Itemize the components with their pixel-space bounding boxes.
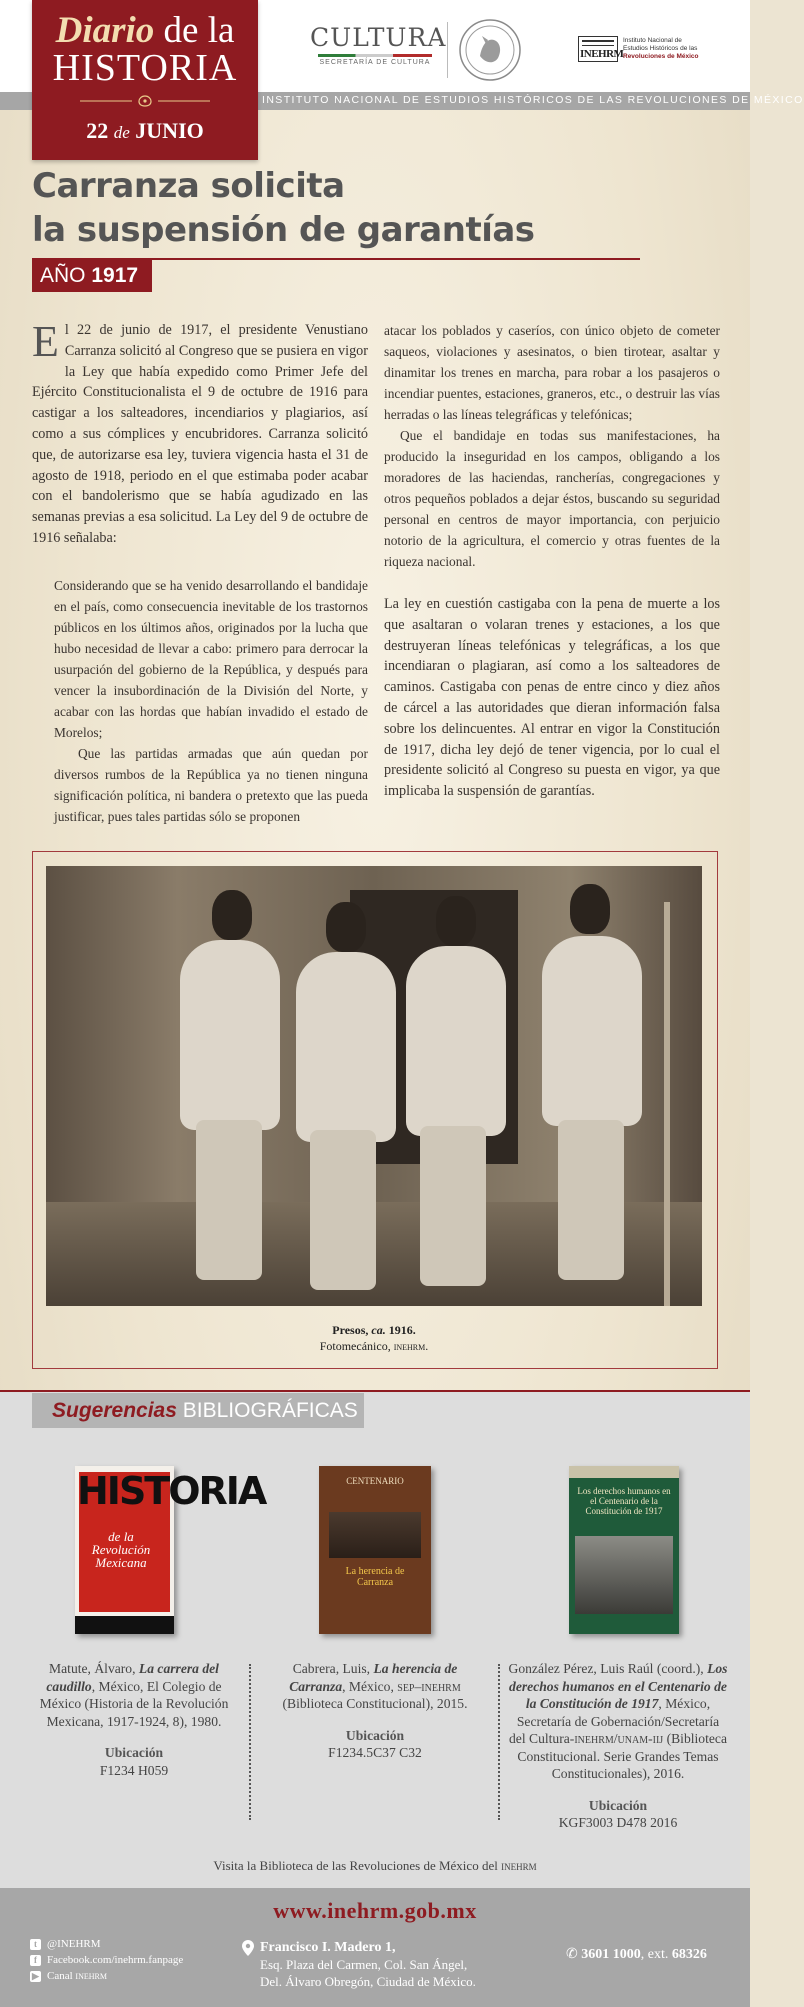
- inehrm-logo: INEHRM: [578, 36, 618, 62]
- book-cover-herencia-carranza: CENTENARIO La herencia de Carranza: [319, 1466, 431, 1634]
- cultura-logo: CULTURA SECRETARÍA DE CULTURA: [310, 23, 447, 66]
- flag-bar: [318, 54, 432, 57]
- article-title: Carranza solicita la suspensión de garantías: [32, 166, 535, 250]
- law-quote-cont: atacar los poblados y caseríos, con único objeto de cometer saqueos, violaciones y asesinatos, o bien tirotear, asaltar y dinamitar los trenes en marcha, para robar a los pasajeros o incendiar puentes, estaciones, graneros, etc., o destruir las vías herradas o las líneas telegráficas y telefónicas; Que el bandidaje en todas sus manifestaciones, ha producido la inseguridad en los campos, obligando a los moradores de las haciendas, rancherías, congregaciones y otros pequeños poblados a dejar éstos, buscando su seguridad personal en centros de mayor importancia, con perjuicio notorio de la agricultura, el comercio y otras fuentes de la riqueza nacional.: [384, 323, 720, 569]
- separator: [498, 1664, 500, 1820]
- youtube-link[interactable]: ▶ Canal inehrm: [30, 1968, 183, 1984]
- location-pin-icon: [242, 1940, 254, 1956]
- law-quote: Considerando que se ha venido desarrollando el bandidaje en el país, como consecuencia inevitable de los trastornos públicos en los últimos años, originados por la lucha que hubo necesidad de llevar a cabo: primero para derrocar la usurpación del gobierno de la República, y después para vencer la insubordinación de la División del Norte, y acabar con las hordas que habían invadido el estado de Morelos; Que las partidas armadas que aún quedan por diversos rumbos de la República ya no tienen ninguna significación política, ni bandera o pretexto que las pueda justificar, pues tales partidas sólo se proponen: [54, 577, 368, 824]
- facebook-link[interactable]: f Facebook.com/inehrm.fanpage: [30, 1952, 183, 1968]
- website-link[interactable]: www.inehrm.gob.mx: [273, 1898, 477, 1923]
- phone-number: ✆ 3601 1000, ext. 68326: [566, 1947, 707, 1962]
- year-badge: AÑO 1917: [32, 259, 152, 292]
- section-rule: [0, 1390, 750, 1392]
- twitter-link[interactable]: t @INEHRM: [30, 1936, 183, 1952]
- article-column-left: [32, 317, 368, 827]
- diario-line1: Diario de la: [55, 10, 235, 51]
- article-column-right: [384, 320, 720, 802]
- separator: [249, 1664, 251, 1820]
- historic-photo: [46, 866, 702, 1306]
- library-note: Visita la Biblioteca de las Revoluciones de México del inehrm: [213, 1858, 537, 1873]
- book-reference: Cabrera, Luis, La herencia de Carranza, México, sep–inehrm (Biblioteca Constitucional), 2015. Ubicación F1234.5C37 C32: [282, 1661, 468, 1760]
- suggestions-label: Sugerencias BIBLIOGRÁFICAS: [32, 1393, 364, 1428]
- facebook-icon: f: [30, 1955, 41, 1966]
- address: Francisco I. Madero 1, Esq. Plaza del Carmen, Col. San Ángel, Del. Álvaro Obregón, Ciudad de México.: [260, 1940, 476, 1989]
- paragraph-intro: El 22 de junio de 1917, el presidente Venustiano Carranza solicitó al Congreso que se pusiera en vigor la Ley que había expedido como Primer Jefe del Ejército Constitucionalista el 9 de octubre de 1916 para castigar a los salteadores, incendiarios y plagiarios, así como a sus cómplices y encubridores. Carranza solicitó que, de autorizarse esa ley, tuviera vigencia hasta el 31 de agosto de 1918, periodo en el que estimaba poder acabar con el bandolerismo que se había agudizado en las semanas previas a esa solicitud. La Ley del 9 de octubre de 1916 señalaba:: [32, 317, 368, 546]
- date: 22 de JUNIO: [86, 118, 204, 143]
- social-links: [30, 1936, 183, 1984]
- twitter-icon: t: [30, 1939, 41, 1950]
- youtube-icon: ▶: [30, 1971, 41, 1982]
- photo-caption: Presos, ca. 1916. Fotomecánico, inehrm.: [319, 1323, 429, 1353]
- book-reference: González Pérez, Luis Raúl (coord.), Los derechos humanos en el Centenario de la Constitución de 1917, México, Secretaría de Gobernación/Secretaría del Cultura-inehrm/unam-iij (Biblioteca Constitucional. Serie Grandes Temas Constitucionales), 2016. Ubicación KGF3003 D478 2016: [508, 1661, 728, 1830]
- logo-divider: [447, 22, 448, 78]
- inehrm-fullname: Instituto Nacional de Estudios Históricos de las Revoluciones de México: [623, 37, 699, 60]
- phone-icon: ✆: [566, 1947, 578, 1962]
- paragraph-conclusion: La ley en cuestión castigaba con la pena de muerte a los que asaltaran o volaran trenes y estaciones, a los que destruyeran líneas telefónicas y telegráficas, a los que incendiaran o plagiaran, así como a los salteadores de caminos. Castigaba con penas de entre cinco y diez años de cárcel a las autoridades que dieran información falsa sobre los delincuentes. Al entrar en vigor la Constitución de 1917, dicha ley dejó de tener vigencia, por lo cual el presidente solicitó al Congreso su puesta en vigor, ya que implicaba la suspensión de garantías.: [384, 596, 720, 800]
- diario-line2: HISTORIA: [52, 47, 238, 89]
- institute-name: INSTITUTO NACIONAL DE ESTUDIOS HISTÓRICOS DE LAS REVOLUCIONES DE MÉXICO: [262, 94, 804, 106]
- book-cover-derechos-humanos: Los derechos humanos en el Centenario de la Constitución de 1917: [569, 1466, 679, 1634]
- ornament-icon: [80, 94, 210, 108]
- diario-badge: [32, 0, 258, 160]
- national-seal-icon: [458, 18, 522, 82]
- book-cover-carrera-caudillo: HISTORIA de la Revolución Mexicana: [75, 1466, 174, 1634]
- book-reference: Matute, Álvaro, La carrera del caudillo, México, El Colegio de México (Historia de la Revolución Mexicana, 1917-1924, 8), 1980. Ubicación F1234 H059: [39, 1661, 229, 1778]
- drop-cap: E: [32, 317, 59, 366]
